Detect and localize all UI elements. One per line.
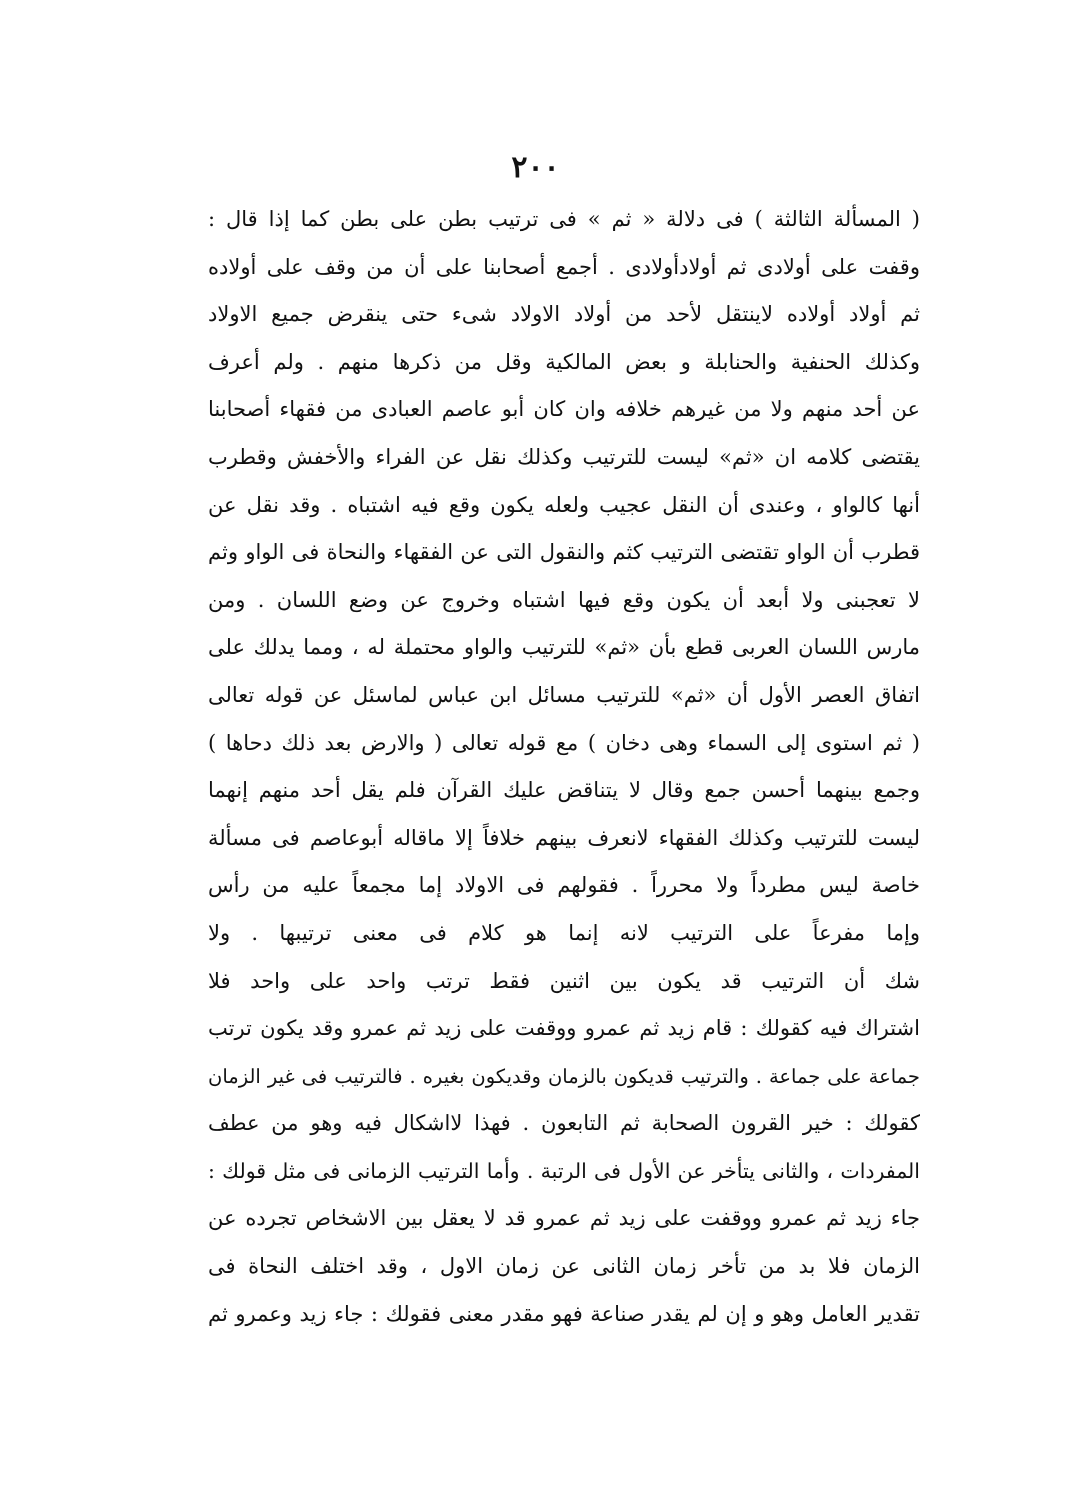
text-line: قطرب أن الواو تقتضى الترتيب كثم والنقول التى عن الفقهاء والنحاة فى الواو وثم (208, 540, 920, 565)
text-line: اتفاق العصر الأول أن «ثم» للترتيب مسائل ابن عباس لماسئل عن قوله تعالى (208, 682, 920, 707)
text-line: أنها كالواو ، وعندى أن النقل عجيب ولعله يكون وقع فيه اشتباه . وقد نقل عن (208, 492, 920, 517)
text-line: مارس اللسان العربى قطع بأن «ثم» للترتيب والواو محتملة له ، ومما يدلك على (208, 635, 920, 660)
text-line: وجمع بينهما أحسن جمع وقال لا يتناقض عليك القرآن فلم يقل أحد منهم إنهما (208, 778, 920, 803)
text-line: ليست للترتيب وكذلك الفقهاء لانعرف بينهم خلافاً إلا ماقاله أبوعاصم فى مسألة (208, 825, 920, 850)
text-line: خاصة ليس مطرداً ولا محرراً . فقولهم فى الاولاد إما مجمعاً عليه من رأس (208, 873, 920, 898)
text-line: تقدير العامل وهو و إن لم يقدر صناعة فهو مقدر معنى فقولك : جاء زيد وعمرو ثم (208, 1301, 920, 1326)
text-line: شك أن الترتيب قد يكون بين اثنين فقط ترتب واحد على واحد فلا (208, 968, 920, 993)
text-line: كقولك : خير القرون الصحابة ثم التابعون . فهذا لااشكال فيه وهو من عطف (208, 1111, 920, 1136)
text-line: ( ثم استوى إلى السماء وهى دخان ) مع قوله تعالى ( والارض بعد ذلك دحاها ) (208, 730, 920, 755)
text-line: وقفت على أولادى ثم أولادأولادى . أجمع أصحابنا على أن من وقف على أولاده (208, 254, 920, 279)
text-line: اشتراك فيه كقولك : قام زيد ثم عمرو ووقفت على زيد ثم عمرو وقد يكون ترتب (208, 1016, 920, 1041)
text-line: لا تعجبنى ولا أبعد أن يكون وقع فيها اشتباه وخروج عن وضع اللسان . ومن (208, 587, 920, 612)
text-line: جماعة على جماعة . والترتيب قديكون بالزمان وقديكون بغيره . فالترتيب فى غير الزمان (208, 1064, 920, 1088)
text-line: جاء زيد ثم عمرو ووقفت على زيد ثم عمرو قد لا يعقل بين الاشخاص تجرده عن (208, 1206, 920, 1231)
text-line: الزمان فلا بد من تأخر زمان الثانى عن زمان الاول ، وقد اختلف النحاة فى (208, 1254, 920, 1279)
text-line: وإما مفرعاً على الترتيب لانه إنما هو كلام فى معنى ترتيبها . ولا (208, 920, 920, 945)
text-line: المفردات ، والثانى يتأخر عن الأول فى الرتبة . وأما الترتيب الزمانى فى مثل قولك : (208, 1158, 920, 1183)
text-line: وكذلك الحنفية والحنابلة و بعض المالكية وقل من ذكرها منهم . ولم أعرف (208, 349, 920, 374)
text-line: عن أحد منهم ولا من غيرهم خلافه وان كان أبو عاصم العبادى من فقهاء أصحابنا (208, 397, 920, 422)
text-line: يقتضى كلامه ان «ثم» ليست للترتيب وكذلك نقل عن الفراء والأخفش وقطرب (208, 444, 920, 469)
body-text (208, 196, 920, 1338)
text-line: ثم أولاد أولاده لاينتقل لأحد من أولاد الاولاد شىء حتى ينقرض جميع الاولاد (208, 302, 920, 327)
page-number: ٢٠٠ (511, 150, 560, 185)
text-line: ( المسألة الثالثة ) فى دلالة « ثم » فى ترتيب بطن على بطن كما إذا قال : (208, 207, 920, 231)
